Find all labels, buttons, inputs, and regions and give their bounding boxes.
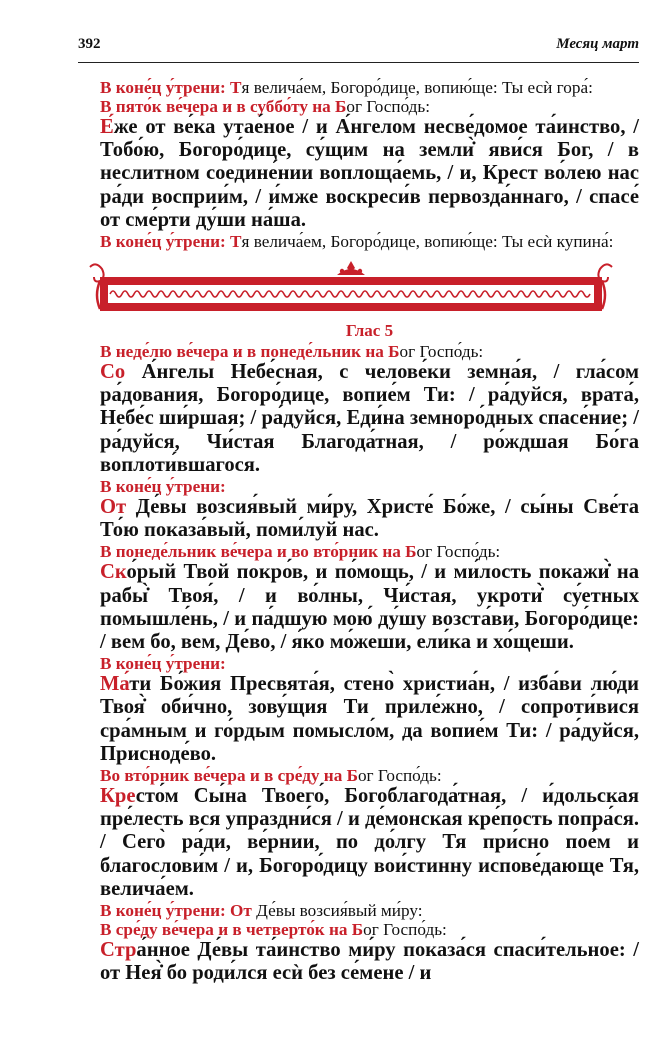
page-content	[100, 78, 639, 985]
rubric-end-matins: В коне́ц у́трени:	[100, 477, 226, 497]
decorative-ornament	[86, 259, 616, 315]
rubric-end-matins: В коне́ц у́трени: Тя велича́ем, Богоро́дице, вопию́ще: Ты есѝ гора́:	[100, 78, 593, 97]
rubric-friday-saturday: В пято́к ве́чера и в суббо́ту на Бог Госпо́дь:	[100, 97, 431, 116]
rubric-end-matins: В коне́ц у́трени: От Де́вы возсия́вый ми́ру:	[100, 901, 423, 921]
tone-heading: Глас 5	[345, 321, 394, 341]
page-number: 392	[78, 36, 101, 52]
troparion-hymn: Е́же от ве́ка утае́ное / и А́нгелом несве́домое та́инство, / Тобо́ю, Богоро́дице, су́щим на земли̇̀ яви́ся Бог, / в неслитном соедине́нии воплоща́емь, / и, Крест во́лею нас ра́ди восприи́м, / и́мже воскреси́в первозда́ннаго, / спасе́ от сме́рти ду́ши на́ша.	[100, 116, 639, 231]
page-header	[78, 36, 639, 56]
rubric-end-matins: В коне́ц у́трени: Тя велича́ем, Богоро́дице, вопию́ще: Ты есѝ купина́:	[100, 232, 614, 252]
troparion-hymn: Кресто́м Сы́на Твоего́, Богоблагода́тная, / и́дольская пре́лесть вся упраздни́ся / и де́монская кре́пость попра́ся. / Сего̀ ра́ди, ве́рнии, по до́лгу Тя при́сно пое́м и благослови́м / и, Богоро́дицу вои́стинну испове́дающе Тя, велича́ем.	[100, 785, 639, 900]
running-title: Месяц март	[556, 36, 639, 52]
rubric-end-matins: В коне́ц у́трени:	[100, 654, 226, 674]
rubric-sunday-monday: В неде́лю ве́чера и в понеде́льник на Бог Госпо́дь:	[100, 342, 484, 362]
rubric-wednesday-thursday: В сре́ду ве́чера и в четверто́к на Бог Госпо́дь:	[100, 920, 447, 940]
troparion-hymn: Со А́нгелы Небе́сная, с челове́ки земна́я, / гла́сом ра́дования, Богоро́дице, вопие́м Ти: / ра́дуйся, врата́, Небе́с ши́ршая; / ра́дуйся, Еди́на земноро́дных спасе́ние; / ра́дуйся, Чи́стая Благода́тная, / ро́ждшая Бо́га воплоти́вшагося.	[100, 361, 639, 476]
troparion-hymn: Стра́нное Де́вы та́инство ми́ру показа́ся спаси́тельное: / от Нея̇̀ бо роди́лся есѝ без се́мене / и	[100, 939, 639, 985]
rubric-monday-tuesday: В понеде́льник ве́чера и во вто́рник на Бог Госпо́дь:	[100, 542, 501, 562]
troparion-hymn: От Де́вы возсия́вый ми́ру, Христе́ Бо́же, / сы́ны Све́та То́ю показа́вый, поми́луй нас.	[100, 496, 639, 542]
rubric-tuesday-wednesday: Во вто́рник ве́чера и в сре́ду на Бог Госпо́дь:	[100, 766, 442, 786]
troparion-hymn: Ско́рый Твой покро́в, и по́мощь, / и ми́лость покажи̇̀ на рабы̇̀ Твоя́, / и во́лны, Чи́стая, укроти̇̀ су́етных помышле́нь, / и па́дшую мою́ ду́шу возста́ви, Богоро́дице: / вем бо, вем, Де́во, / я́ко мо́жеши, ели́ка и хо́щеши.	[100, 561, 639, 654]
troparion-hymn: Ма́ти Бо́жия Пресвята́я, стено̀ христиа́н, / изба́ви лю́ди Твоя̇̀ оби́чно, зову́щия Ти приле́жно, / сопроти́вися сра́мным и го́рдым помысло́м, да вопие́м Ти: / ра́дуйся, Присноде́во.	[100, 673, 639, 765]
header-rule	[78, 62, 639, 63]
